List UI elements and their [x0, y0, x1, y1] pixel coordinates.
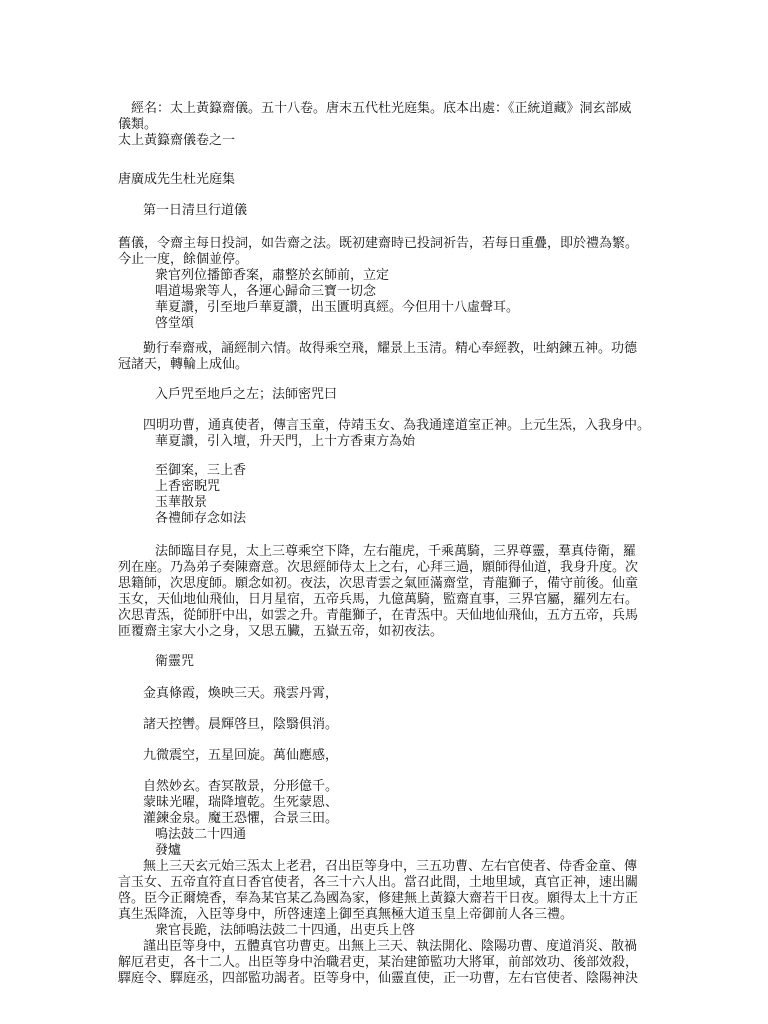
- instruction-line: 啓堂頌: [155, 316, 195, 331]
- hymn-line: 冠諸天，轉輪上成仙。: [118, 357, 249, 372]
- author-line: 唐廣成先生杜光庭集: [118, 172, 236, 187]
- old-rite-paragraph-line: 舊儀，令齋主每日投詞，如告齋之法。既初建齋時已投詞祈告，若每日重疊，即於禮為繁。: [118, 236, 639, 251]
- visualization-line: 匝覆齋主家大小之身，又思五臟，五嶽五帝，如初夜法。: [118, 624, 444, 639]
- section-title: 第一日清旦行道儀: [143, 203, 248, 218]
- spell-line: 四明功曹，通真使者，傳言玉童，侍靖玉女、為我通達道室正神。上元生炁，入我身中。: [143, 418, 651, 433]
- altar-item: 上香密睨咒: [155, 479, 221, 494]
- volume-title: 太上黃籙齋儀卷之一: [118, 133, 236, 148]
- summon-line: 驛庭令、驛庭丞，四部監功謁者。臣等身中，仙靈直使，正一功曹，左右官使者、陰陽神決: [118, 971, 639, 986]
- altar-item: 各禮師存念如法: [155, 511, 247, 526]
- instruction-line: 華夏讚，引入壇，升天門，上十方香東方為始: [155, 434, 416, 449]
- visualization-line: 思籍師，次思度師。願念如初。夜法，次思青雲之氣匝滿齋堂，青龍獅子，備守前後。仙童: [118, 576, 639, 591]
- summon-line: 解厄君吏，各十二人。出臣等身中治職君吏，某治建節監功大將軍，前部效功、後部效殺，: [118, 955, 639, 970]
- guard-spell-title: 衛靈咒: [155, 654, 195, 669]
- instruction-line: 衆官長跪，法師鳴法鼓二十四通，出吏兵上啓: [155, 923, 416, 938]
- instruction-line: 華夏讚，引至地戶華夏讚，出玉匱明真經。今但用十八虛聲耳。: [155, 300, 520, 315]
- invocation-line: 言玉女、五帝直符直日香官使者，各三十六人出。當召此間，土地里域，真官正神，速出關: [118, 875, 639, 890]
- visualization-line: 玉女，天仙地仙飛仙，日月星宿，五帝兵馬，九億萬騎，監齋直事，三界官屬，羅列左右。: [118, 592, 639, 607]
- visualization-line: 法師臨目存見，太上三尊乘空下降，左右龍虎，千乘萬騎，三界尊靈，羣真侍衛，羅: [155, 544, 637, 559]
- scripture-info-line-cont: 儀類。: [118, 117, 158, 132]
- summon-line: 謹出臣等身中，五體真官功曹吏。出無上三天、執法開化、陰陽功曹、度道消災、散禍: [143, 939, 638, 954]
- invocation-line: 啓。臣今正爾燒香，奉為某官某乙為國為家，修建無上黃籙大齋若干日夜。願得太上十方正: [118, 891, 639, 906]
- instruction-line: 入戶咒至地戶之左；法師密咒曰: [155, 387, 338, 402]
- invocation-line: 真生炁降流，入臣等身中，所啓速達上御至真無極大道玉皇上帝御前人各三禮。: [118, 907, 574, 922]
- old-rite-paragraph-line: 今止一度，餘個並停。: [118, 252, 249, 267]
- verse-line: 蒙昧光曜，瑞降壇乾。生死蒙恩、: [143, 795, 339, 810]
- verse-line: 九微震空，五星回旋。萬仙應感，: [143, 748, 339, 763]
- visualization-line: 列在座。乃為弟子奏陳齋意。次思經師侍太上之右，心拜三過，願師得仙道，我身升度。次: [118, 560, 639, 575]
- hymn-line: 勤行奉齋戒，誦經制六情。故得乘空飛，耀景上玉清。精心奉經教，吐納鍊五神。功德: [143, 341, 638, 356]
- scripture-info-line: 經名：太上黃籙齋儀。五十八卷。唐末五代杜光庭集。底本出處：《正統道藏》洞玄部威: [118, 101, 632, 116]
- verse-line: 金真條霞，煥映三天。飛雲丹霄，: [143, 686, 339, 701]
- verse-line: 諸天控轡。晨輝啓旦，陰翳俱消。: [143, 717, 339, 732]
- instruction-line: 唱道場衆等人，各運心歸命三寶一切念: [155, 284, 377, 299]
- fa-lu-heading: 發爐: [155, 843, 182, 858]
- altar-item: 玉華散景: [155, 495, 208, 510]
- visualization-line: 次思青炁，從師肝中出，如雲之升。青龍獅子，在青炁中。天仙地仙飛仙，五方五帝，兵馬: [118, 608, 639, 623]
- verse-line: 灌鍊金泉。魔王恐懼，合景三田。: [143, 811, 339, 826]
- invocation-line: 無上三天玄元始三炁太上老君，召出臣等身中，三五功曹、左右官使者、侍香金童、傳: [143, 859, 638, 874]
- altar-item: 至御案，三上香: [155, 463, 247, 478]
- instruction-line: 衆官列位播節香案，肅整於玄師前，立定: [155, 268, 390, 283]
- drum-instruction: 鳴法鼓二十四通: [155, 827, 247, 842]
- verse-line: 自然妙玄。杳冥散景，分形億千。: [143, 779, 339, 794]
